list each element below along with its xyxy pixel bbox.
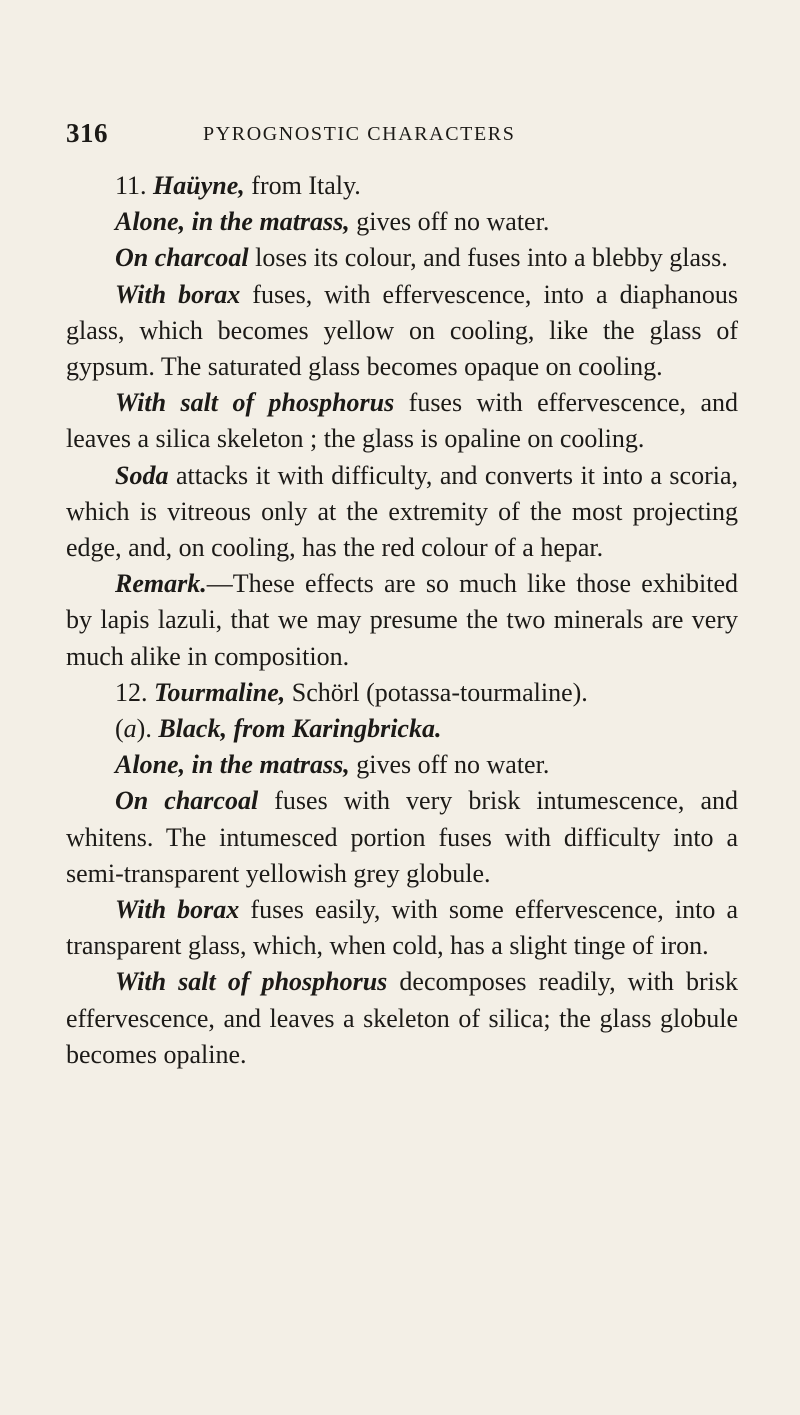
variety-name: Black, from Karingbricka. [158,714,442,744]
paragraph-soda [66,458,738,567]
paragraph-text: fuses with very brisk intumescence, and whitens. The intumesced portion fuses with difficulty into a semi-transparent yellowish grey globule. [66,786,738,888]
paragraph-text: gives off no water. [349,750,550,780]
test-lead: On charcoal [115,786,259,816]
paragraph-on-charcoal-2 [66,783,738,892]
paragraph-with-borax-2 [66,892,738,964]
paragraph-text: fuses easily, with some effervescence, into a transparent glass, which, when cold, has a slight tinge of iron. [66,895,738,961]
paragraph-text: decomposes readily, with brisk effervescence, and leaves a skeleton of silica; the glass globule becomes opaline. [66,967,738,1069]
page-number: 316 [66,118,108,148]
paragraph-text: Schörl (potassa-tourmaline). [285,677,588,707]
paragraph-tourmaline-heading [66,675,738,711]
paragraph-text: attacks it with difficulty, and converts it into a scoria, which is vitreous only at the extremity of the most projecting edge, and, on cooling, has the red colour of a hepar. [66,460,738,563]
paragraph-text: from Italy. [244,171,361,200]
test-lead: With borax [115,895,240,925]
section-number: 11. [115,171,154,200]
test-lead: Alone, in the matrass, [115,750,350,780]
paragraph-text: loses its colour, and fuses into a blebby glass. [248,243,728,273]
test-lead: On charcoal [115,243,249,273]
paragraph-text: —These effects are so much like those exhibited by lapis lazuli, that we may presume the two minerals are very much alike in composition. [66,569,738,671]
running-title: PYROGNOSTIC CHARACTERS [203,123,516,145]
test-lead: With salt of phosphorus [115,967,388,997]
paragraph-text: fuses with effervescence, and leaves a silica skeleton ; the glass is opaline on cooling. [66,388,738,454]
section-number: 12. [115,677,154,707]
test-lead: Soda [115,460,169,490]
test-lead: Alone, in the matrass, [115,207,350,237]
test-lead: With borax [115,279,241,309]
paragraph-alone-matrass [66,204,738,240]
paragraph-text: fuses, with effervescence, into a diaphanous glass, which becomes yellow on cooling, like the glass of gypsum. The saturated glass becomes opaque on cooling. [66,279,738,382]
paragraph-salt-of-phosphorus-2 [66,964,738,1073]
paragraph-remark [66,566,738,675]
paragraph-alone-matrass-2 [66,747,738,783]
running-head [66,118,746,154]
paragraph-on-charcoal [66,240,738,276]
paragraph-hauyne-heading [66,168,738,204]
mineral-name: Haüyne, [153,171,245,200]
body-text [66,168,738,1073]
test-lead: With salt of phosphorus [115,388,395,418]
paragraph-with-borax [66,277,738,386]
paragraph-black-variety: (a). Black, from Karingbricka. [115,714,442,744]
mineral-name: Tourmaline, [154,677,286,707]
variety-letter: a [123,714,137,744]
paragraph-text: gives off no water. [349,207,550,237]
remark-lead: Remark. [115,569,207,599]
paragraph-salt-of-phosphorus [66,385,738,457]
